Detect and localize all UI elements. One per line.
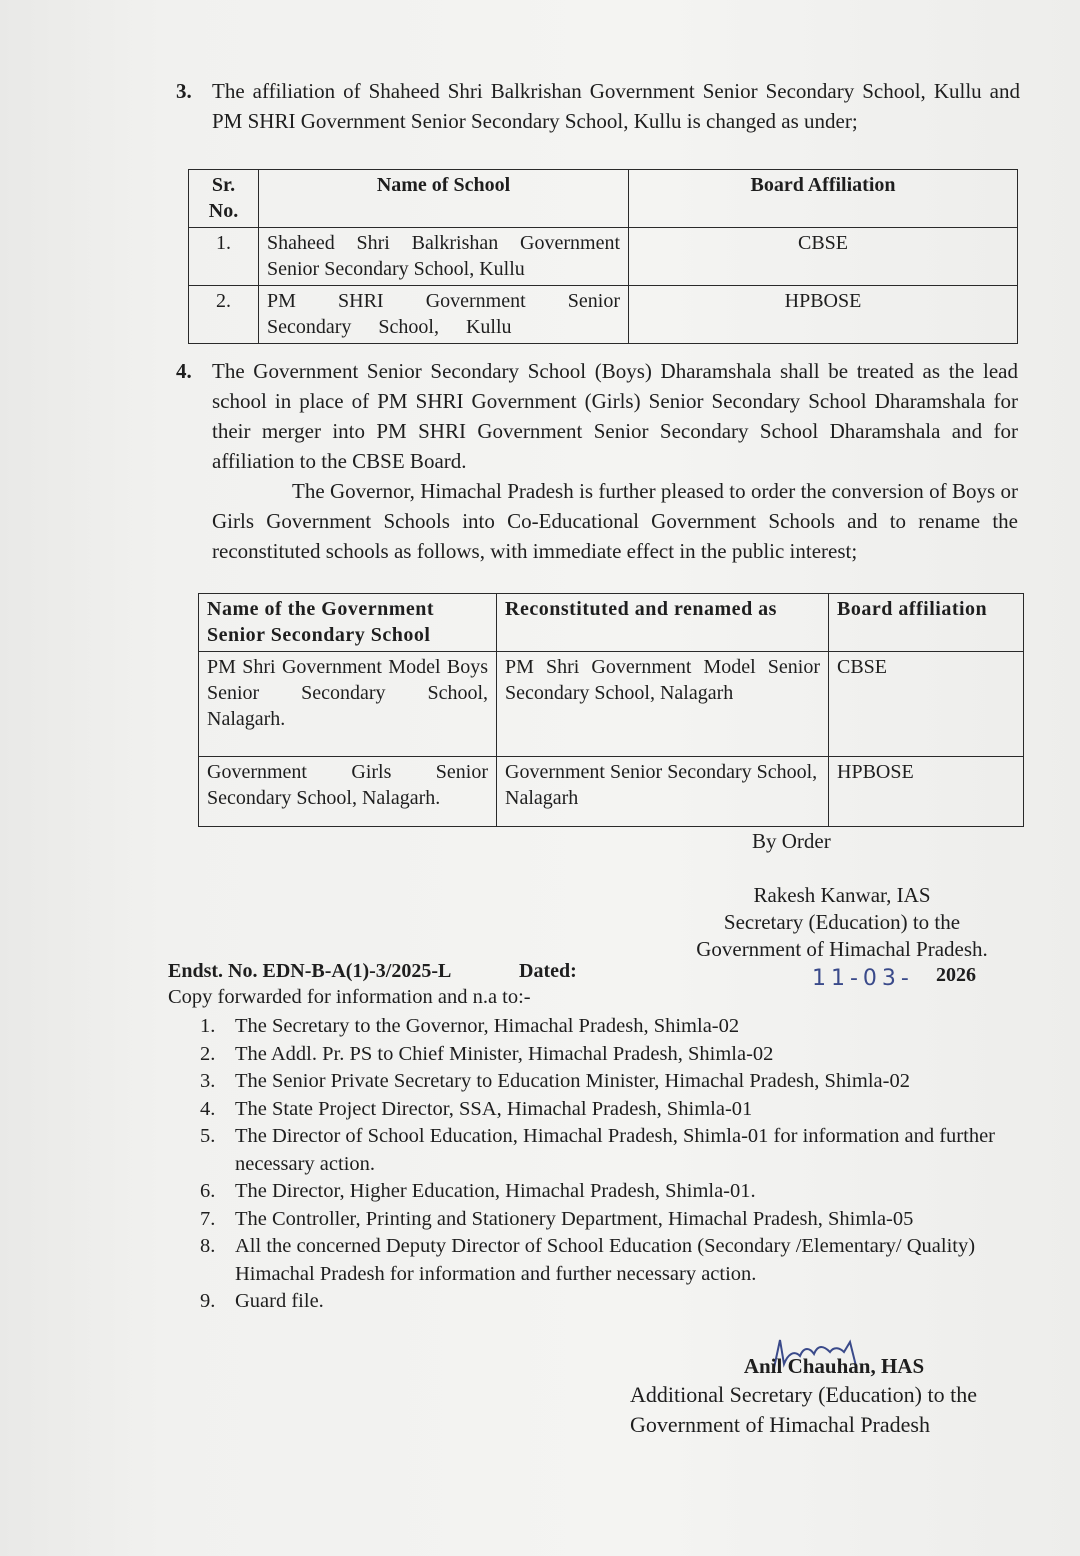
copy-forwarded-line: Copy forwarded for information and n.a to:- <box>168 986 531 1008</box>
paragraph-4 <box>176 356 1018 566</box>
table-row <box>199 757 1024 827</box>
cell-board: HPBOSE <box>829 757 1024 827</box>
cell-school: PM Shri Government Model Boys Senior Secondary School, Nalagarh. <box>199 652 497 757</box>
col-header-school: Name of the Government Senior Secondary School <box>199 594 497 652</box>
list-item: 9. Guard file. <box>200 1290 324 1312</box>
handwritten-date: 11-03- <box>812 966 914 991</box>
list-item: 3. The Senior Private Secretary to Education Minister, Himachal Pradesh, Shimla-02 <box>200 1070 910 1092</box>
paragraph-number: 3. <box>176 79 192 103</box>
by-order: By Order <box>752 829 831 853</box>
order-signatory-block <box>662 882 1022 963</box>
col-header-name: Name of School <box>259 170 629 228</box>
copy-list <box>200 1013 1008 1316</box>
paragraph-number: 4. <box>176 359 192 383</box>
order-signatory-government: Government of Himachal Pradesh. <box>696 937 988 961</box>
table-header-row <box>189 170 1018 228</box>
cell-board: HPBOSE <box>629 286 1018 344</box>
cell-school: Government Girls Senior Secondary School, Nalagarh. <box>199 757 497 827</box>
signatory-name: Anil Chauhan, HAS <box>743 1354 925 1378</box>
cell-name: PM SHRI Government Senior Secondary School, Kullu <box>259 286 629 344</box>
list-item: 1. The Secretary to the Governor, Himachal Pradesh, Shimla-02 <box>200 1015 740 1037</box>
order-signatory-designation: Secretary (Education) to the <box>723 910 961 934</box>
signatory-block <box>630 1352 1020 1440</box>
list-item: 8. All the concerned Deputy Director of School Education (Secondary /Elementary/ Quality) Himachal Pradesh for information and further necessary action. <box>200 1235 976 1285</box>
paragraph-3 <box>176 76 1020 136</box>
col-header-sr: Sr. No. <box>189 170 259 228</box>
order-signatory-name: Rakesh Kanwar, IAS <box>753 883 931 907</box>
affiliation-table <box>188 169 1018 344</box>
list-item: 5. The Director of School Education, Himachal Pradesh, Shimla-01 for information and further necessary action. <box>200 1125 995 1175</box>
signatory-government: Government of Himachal Pradesh <box>630 1412 930 1437</box>
paragraph-text-continued: The Governor, Himachal Pradesh is further pleased to order the conversion of Boys or Girls Government Schools into Co-Educational Government Schools and to rename the reconstituted schools as follows, with immediate effect in the public interest; <box>212 479 1018 563</box>
cell-name: Shaheed Shri Balkrishan Government Senior Secondary School, Kullu <box>259 228 629 286</box>
paragraph-text: The Government Senior Secondary School (Boys) Dharamshala shall be treated as the lead school in place of PM SHRI Government (Girls) Senior Secondary School Dharamshala for their merger into PM SHRI Government Senior Secondary School Dharamshala and for affiliation to the CBSE Board. <box>212 359 1018 473</box>
table-row <box>189 286 1018 344</box>
table-row <box>189 228 1018 286</box>
endorsement-number: Endst. No. EDN-B-A(1)-3/2025-L <box>168 960 452 982</box>
list-item: 7. The Controller, Printing and Stationery Department, Himachal Pradesh, Shimla-05 <box>200 1207 914 1230</box>
signatory-designation: Additional Secretary (Education) to the <box>630 1382 977 1407</box>
col-header-renamed: Reconstituted and renamed as <box>497 594 829 652</box>
cell-board: CBSE <box>829 652 1024 757</box>
list-item: 6. The Director, Higher Education, Himachal Pradesh, Shimla-01. <box>200 1180 756 1202</box>
cell-renamed: Government Senior Secondary School, Nalagarh <box>497 757 829 827</box>
list-item: 2. The Addl. Pr. PS to Chief Minister, Himachal Pradesh, Shimla-02 <box>200 1042 774 1065</box>
date-year: 2026 <box>936 964 976 986</box>
table-row <box>199 652 1024 757</box>
col-header-board: Board affiliation <box>829 594 1024 652</box>
cell-sr: 1. <box>189 228 259 286</box>
cell-board: CBSE <box>629 228 1018 286</box>
cell-renamed: PM Shri Government Model Senior Secondary School, Nalagarh <box>497 652 829 757</box>
col-header-board: Board Affiliation <box>629 170 1018 228</box>
dated-label: Dated: <box>519 960 577 982</box>
paragraph-text: The affiliation of Shaheed Shri Balkrishan Government Senior Secondary School, Kullu and PM SHRI Government Senior Secondary School, Kullu is changed as under; <box>212 79 1020 133</box>
table-header-row <box>199 594 1024 652</box>
cell-sr: 2. <box>189 286 259 344</box>
reconstitution-table <box>198 593 1024 827</box>
list-item: 4. The State Project Director, SSA, Himachal Pradesh, Shimla-01 <box>200 1097 753 1120</box>
